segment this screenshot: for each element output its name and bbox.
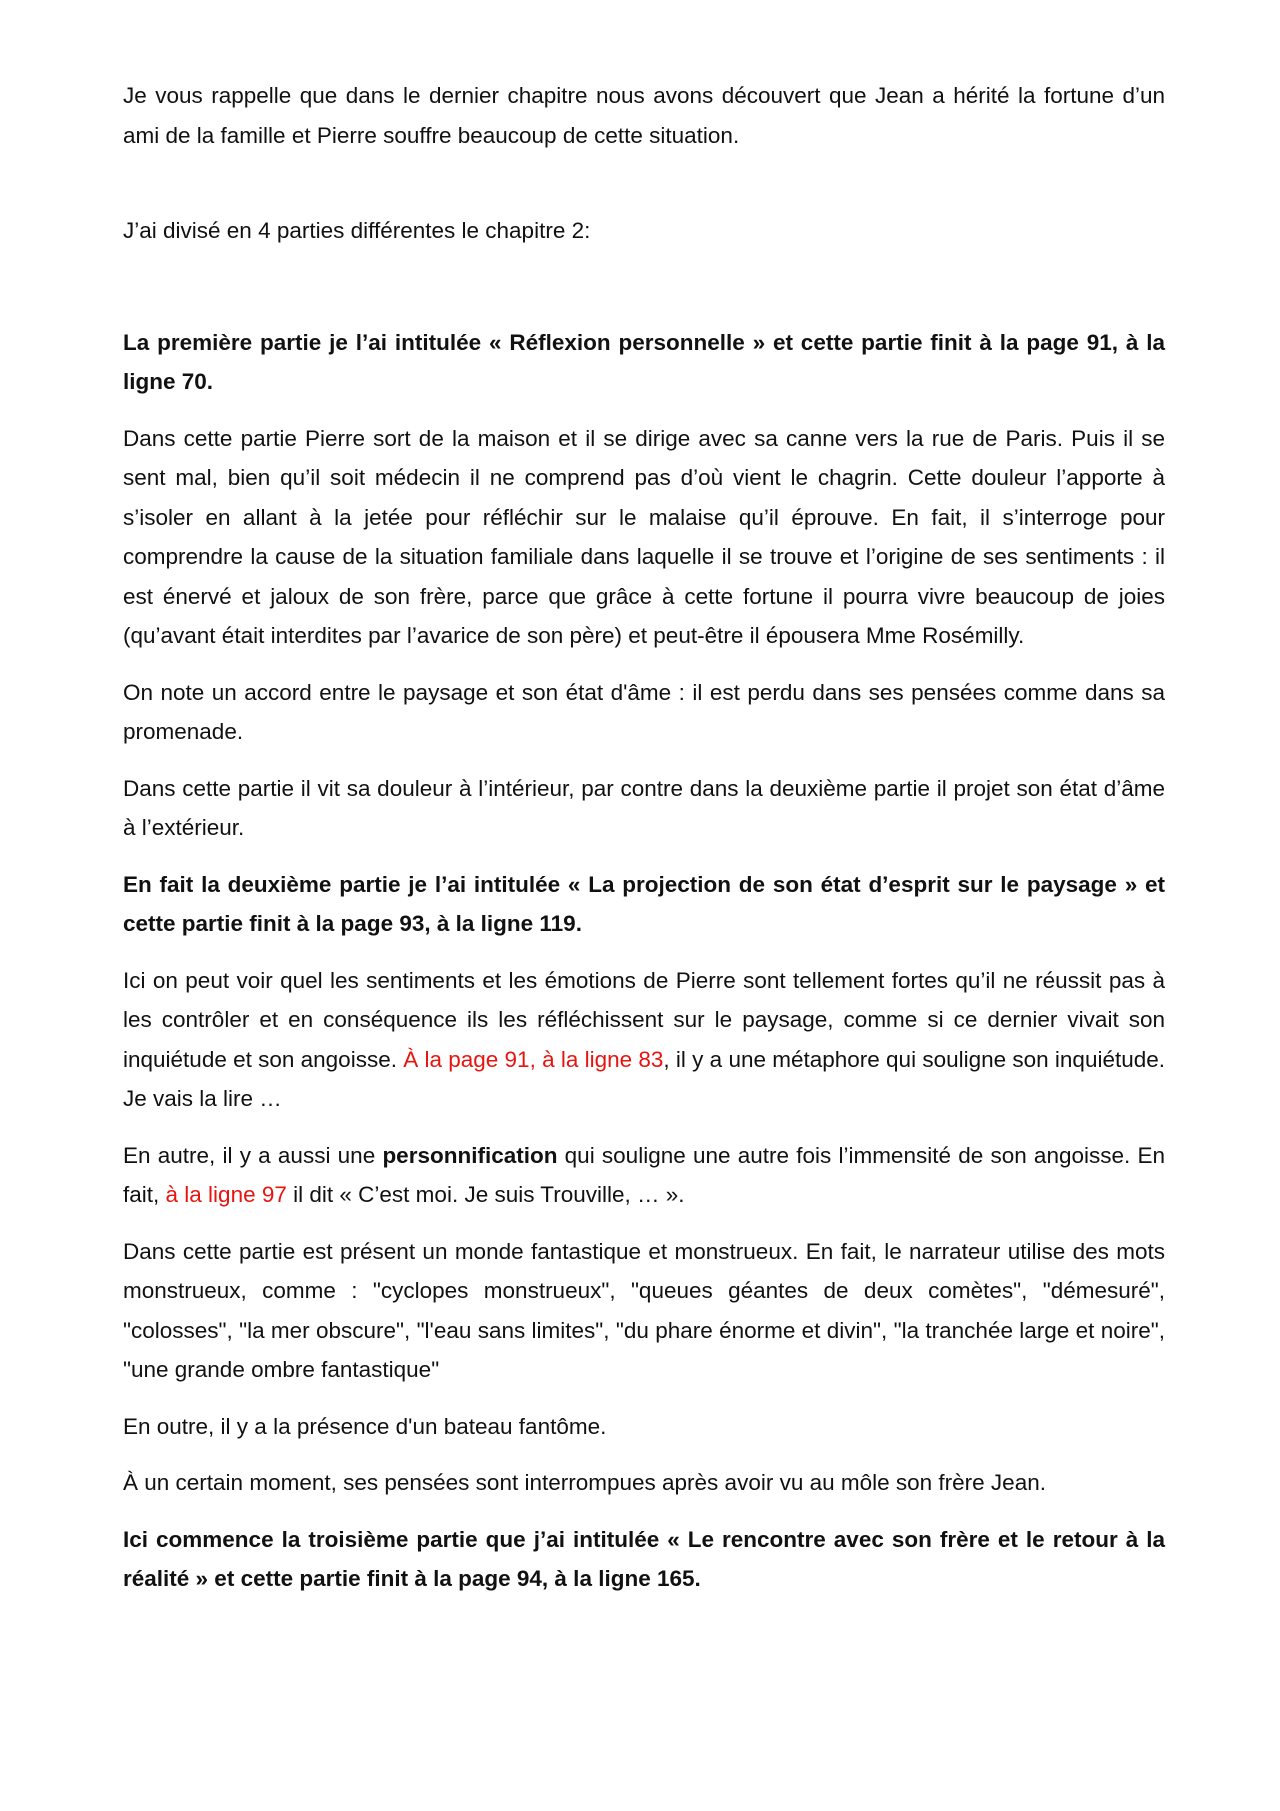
projection-text-after: , il y a une métaphore qui souligne son inquiétude. Je vais la lire … bbox=[123, 1046, 1166, 1111]
paragraph-inner-pain: Dans cette partie il vit sa douleur à l’intérieur, par contre dans la deuxième partie il projet son état d’âme à l’extérieur. bbox=[123, 775, 1165, 840]
heading-part-one: La première partie je l’ai intitulée « Réflexion personnelle » et cette partie finit à la page 91, à la ligne 70. bbox=[123, 329, 1165, 394]
projection-text-before: Ici on peut voir quel les sentiments et les émotions de Pierre sont tellement fortes qu’il ne réussit pas à les contrôler et en conséquence ils les réfléchissent sur le paysage, comme si ce dernier vivait son inquiétude et son angoisse. bbox=[123, 967, 1165, 1072]
paragraph-interruption: À un certain moment, ses pensées sont interrompues après avoir vu au môle son frère Jean. bbox=[123, 1470, 1046, 1495]
personification-text-after: il dit « C’est moi. Je suis Trouville, … ». bbox=[286, 1182, 685, 1207]
paragraph-part-one-summary: Dans cette partie Pierre sort de la maison et il se dirige avec sa canne vers la rue de Paris. Puis il se sent mal, bien qu’il soit médecin il ne comprend pas d’où vient le chagrin. Cette douleur l’apporte à s’isoler en allant à la jetée pour réfléchir sur le malaise qu’il éprouve. En fait, il s’interroge pour comprendre la cause de la situation familiale dans laquelle il se trouve et l’origine de ses sentiments : il est énervé et jaloux de son frère, parce que grâce à cette fortune il pourra vivre beaucoup de joies (qu’avant était interdites par l’avarice de son père) et peut-être il épousera Mme Rosémilly. bbox=[123, 425, 1165, 648]
personification-text-middle: qui souligne une autre fois l’immensité de son angoisse. En fait, bbox=[123, 1142, 1165, 1207]
document-body bbox=[123, 76, 1165, 1599]
paragraph-ghost-ship: En outre, il y a la présence d'un bateau fantôme. bbox=[123, 1413, 607, 1439]
paragraph-division: J’ai divisé en 4 parties différentes le chapitre 2: bbox=[123, 218, 591, 243]
paragraph-personification bbox=[123, 1136, 1165, 1215]
paragraph-landscape-accord: On note un accord entre le paysage et son état d'âme : il est perdu dans ses pensées comme dans sa promenade. bbox=[123, 679, 1165, 744]
page-line-reference: À la page 91, à la ligne 83 bbox=[403, 1046, 664, 1072]
paragraph-projection bbox=[123, 961, 1165, 1119]
heading-part-three: Ici commence la troisième partie que j’ai intitulée « Le rencontre avec son frère et le retour à la réalité » et cette partie finit à la page 94, à la ligne 165. bbox=[123, 1526, 1165, 1591]
paragraph-fantastic-world: Dans cette partie est présent un monde fantastique et monstrueux. En fait, le narrateur utilise des mots monstrueux, comme : "cyclopes monstrueux", "queues géantes de deux comètes", "démesuré", "colosses", "la mer obscure", "l'eau sans limites", "du phare énorme et divin", "la tranchée large et noire", "une grande ombre fantastique" bbox=[123, 1238, 1165, 1382]
paragraph-intro: Je vous rappelle que dans le dernier chapitre nous avons découvert que Jean a hérité la fortune d’un ami de la famille et Pierre souffre beaucoup de cette situation. bbox=[123, 83, 1165, 148]
line-reference: à la ligne 97 bbox=[165, 1182, 287, 1207]
personification-text-before: En autre, il y a aussi une bbox=[123, 1142, 383, 1168]
heading-part-two: En fait la deuxième partie je l’ai intitulée « La projection de son état d’esprit sur le paysage » et cette partie finit à la page 93, à la ligne 119. bbox=[123, 871, 1165, 936]
personification-term: personnification bbox=[382, 1142, 558, 1168]
